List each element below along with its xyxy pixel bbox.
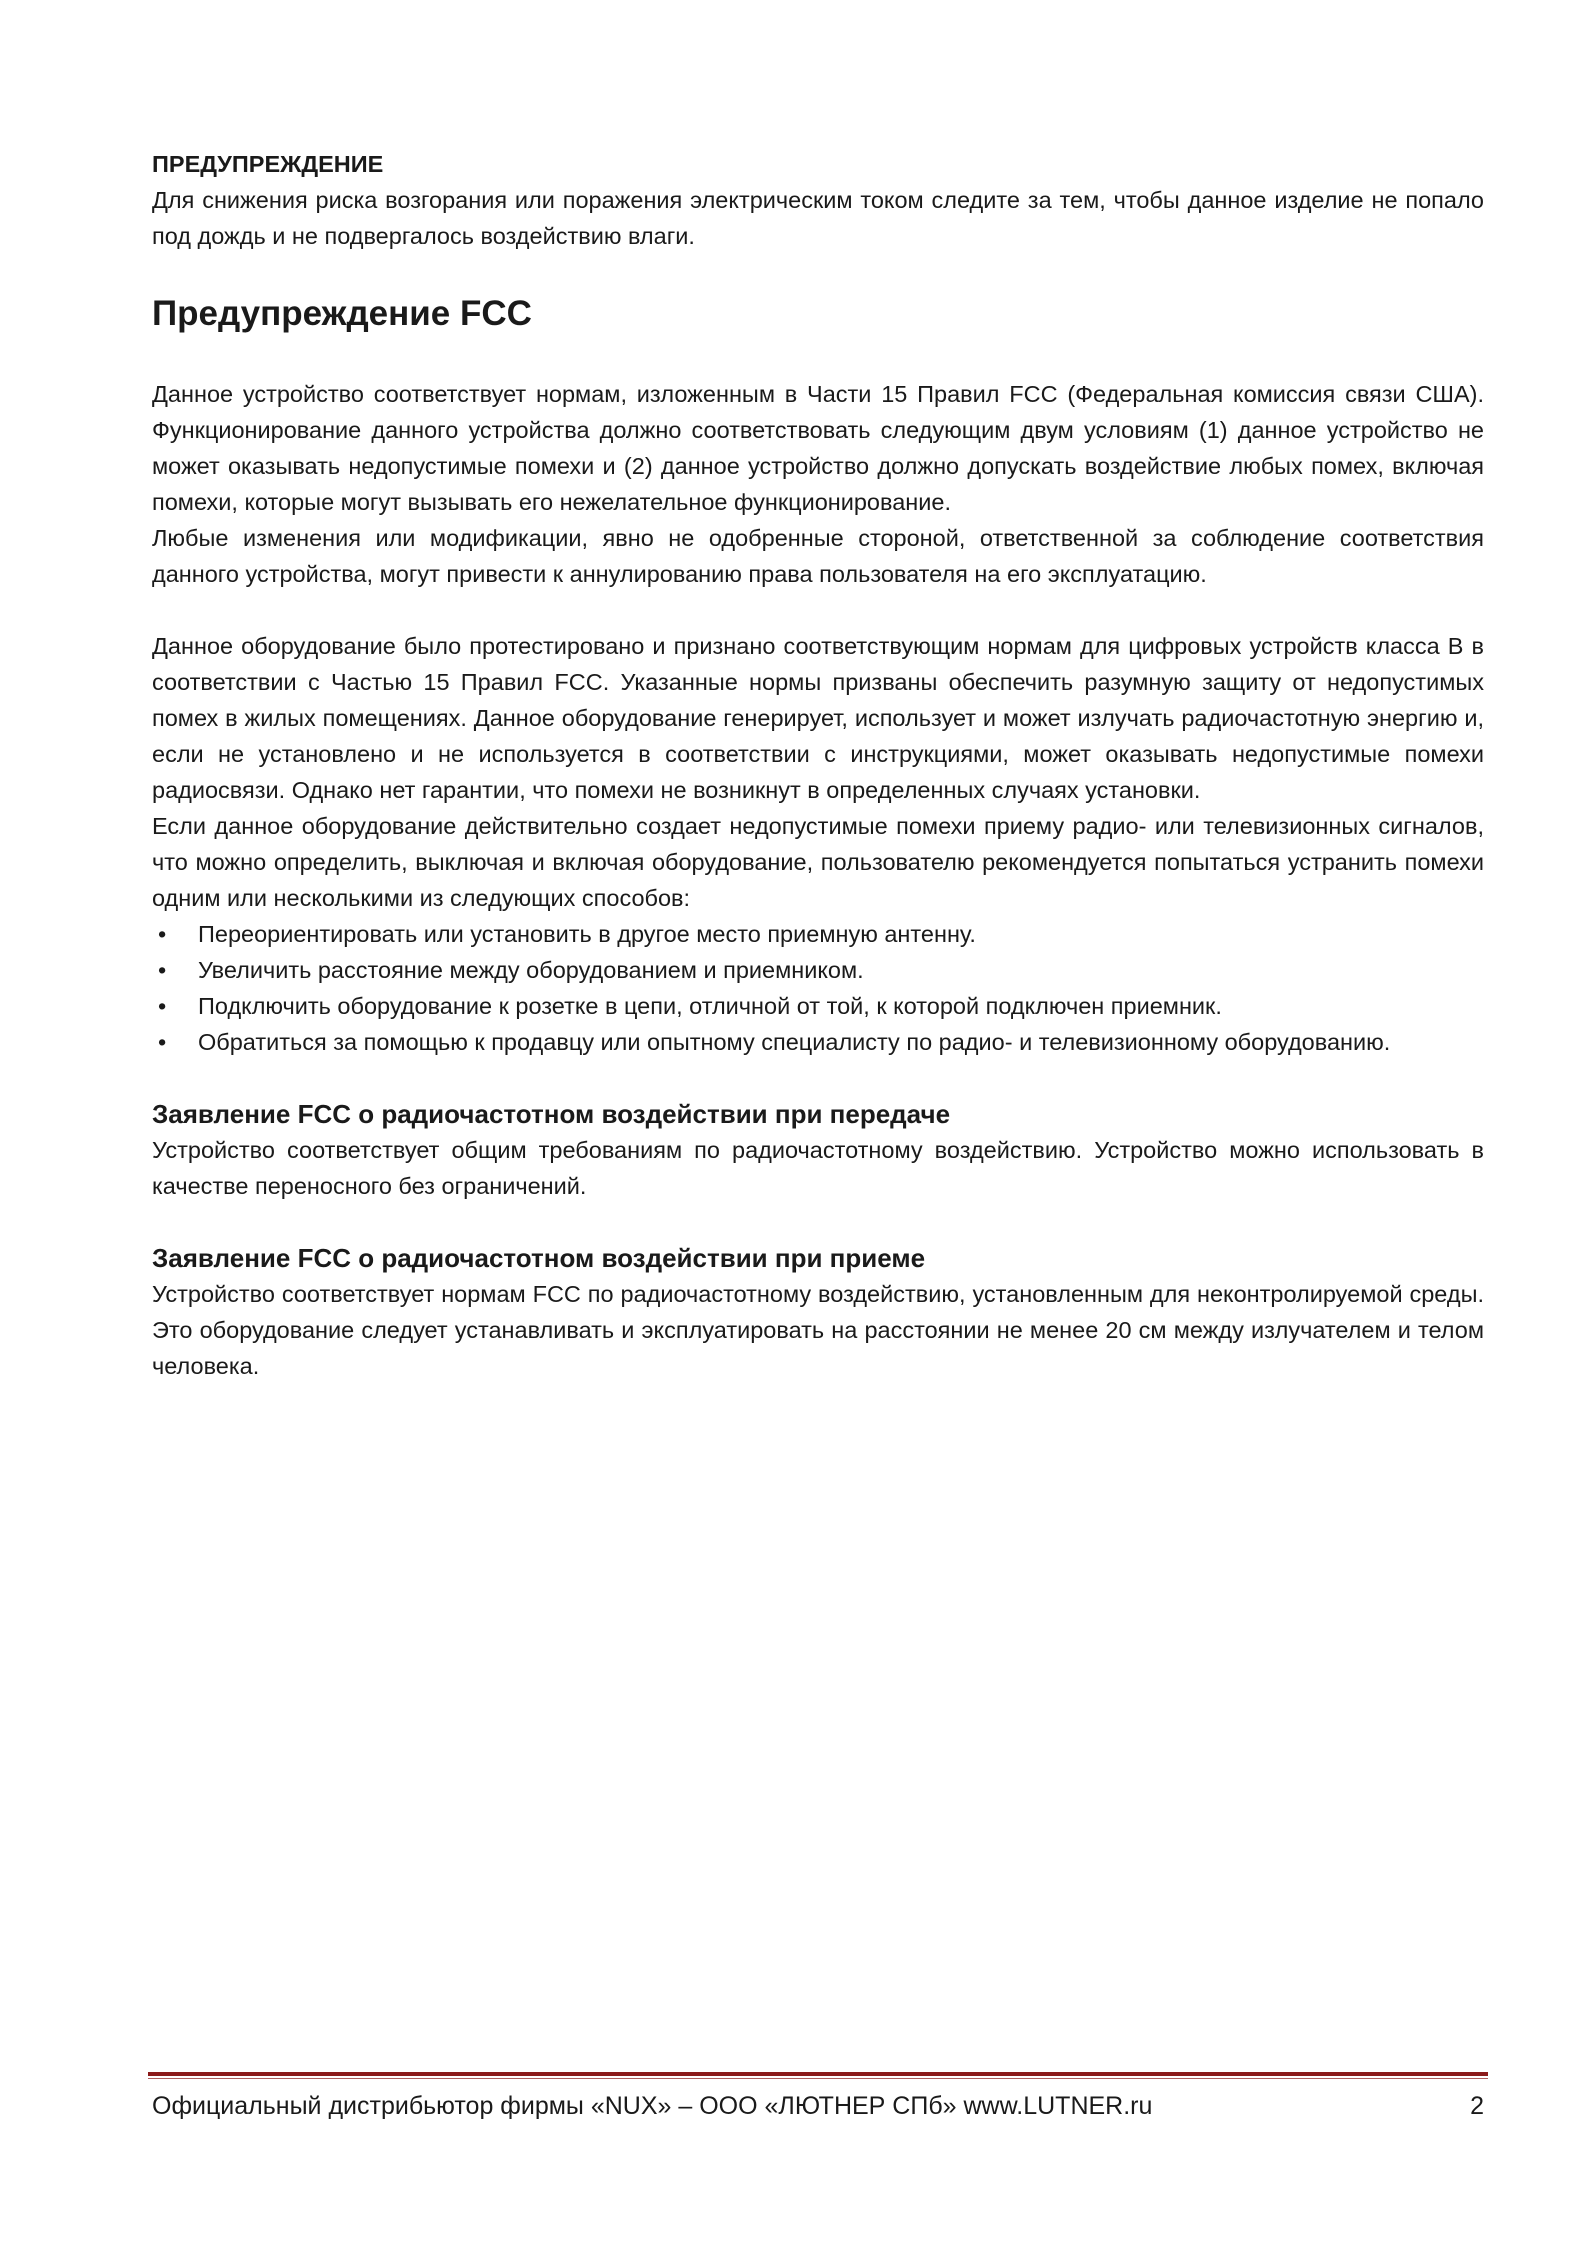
fcc-paragraph-2: Любые изменения или модификации, явно не одобренные стороной, ответственной за соблюдение соответствия данного устройства, могут привести к аннулированию права пользователя на его эксплуатацию. — [152, 525, 1484, 587]
fcc-paragraph-1: Данное устройство соответствует нормам, изложенным в Части 15 Правил FCC (Федеральная комиссия связи США). Функционирование данного устройства должно соответствовать следующим двум условиям (1) данное устройство не может оказывать недопустимые помехи и (2) данное устройство должно допускать воздействие любых помех, включая помехи, которые могут вызывать его нежелательное функционирование. — [152, 381, 1484, 515]
rf-transmit-text: Устройство соответствует общим требованиям по радиочастотному воздействию. Устройство можно использовать в качестве переносного без ограничений. — [152, 1137, 1484, 1199]
rf-transmit-heading: Заявление FCC о радиочастотном воздействии при передаче — [152, 1099, 951, 1129]
list-item: • Переориентировать или установить в другое место приемную антенну. — [152, 916, 1484, 952]
remedy-list — [152, 916, 1484, 1060]
page-footer — [152, 2088, 1484, 2124]
bullet-icon: • — [158, 957, 167, 983]
fcc-paragraph-3: Данное оборудование было протестировано и признано соответствующим нормам для цифровых устройств класса B в соответствии с Частью 15 Правил FCC. Указанные нормы призваны обеспечить разумную защиту от недопустимых помех в жилых помещениях. Данное оборудование генерирует, использует и может излучать радиочастотную энергию и, если не установлено и не используется в соответствии с инструкциями, может оказывать недопустимые помехи радиосвязи. Однако нет гарантии, что помехи не возникнут в определенных случаях установки. — [152, 633, 1484, 803]
page-number: 2 — [1470, 2092, 1484, 2120]
fcc-paragraph-4: Если данное оборудование действительно создает недопустимые помехи приему радио- или телевизионных сигналов, что можно определить, выключая и включая оборудование, пользователю рекомендуется попытаться устранить помехи одним или несколькими из следующих способов: — [152, 813, 1484, 911]
fcc-heading: Предупреждение FCC — [152, 294, 532, 333]
bullet-icon: • — [158, 1029, 167, 1055]
rf-receive-heading: Заявление FCC о радиочастотном воздействии при приеме — [152, 1243, 926, 1273]
warning-text: Для снижения риска возгорания или поражения электрическим током следите за тем, чтобы данное изделие не попало под дождь и не подвергалось воздействию влаги. — [152, 187, 1484, 249]
warning-title: ПРЕДУПРЕЖДЕНИЕ — [152, 151, 384, 177]
rf-receive-text: Устройство соответствует нормам FCC по радиочастотному воздействию, установленным для неконтролируемой среды. Это оборудование следует устанавливать и эксплуатировать на расстоянии не менее 20 см между излучателем и телом человека. — [152, 1281, 1484, 1379]
footer-distributor: Официальный дистрибьютор фирмы «NUX» – ООО «ЛЮТНЕР СПб» www.LUTNER.ru — [152, 2092, 1153, 2120]
document-body — [152, 146, 1484, 1384]
bullet-icon: • — [158, 921, 167, 947]
list-item: • Подключить оборудование к розетке в цепи, отличной от той, к которой подключен приемник. — [152, 988, 1484, 1024]
list-item: • Увеличить расстояние между оборудованием и приемником. — [152, 952, 1484, 988]
bullet-icon: • — [158, 993, 167, 1019]
list-item: • Обратиться за помощью к продавцу или опытному специалисту по радио- и телевизионному оборудованию. — [152, 1024, 1484, 1060]
footer-divider — [148, 2072, 1488, 2079]
